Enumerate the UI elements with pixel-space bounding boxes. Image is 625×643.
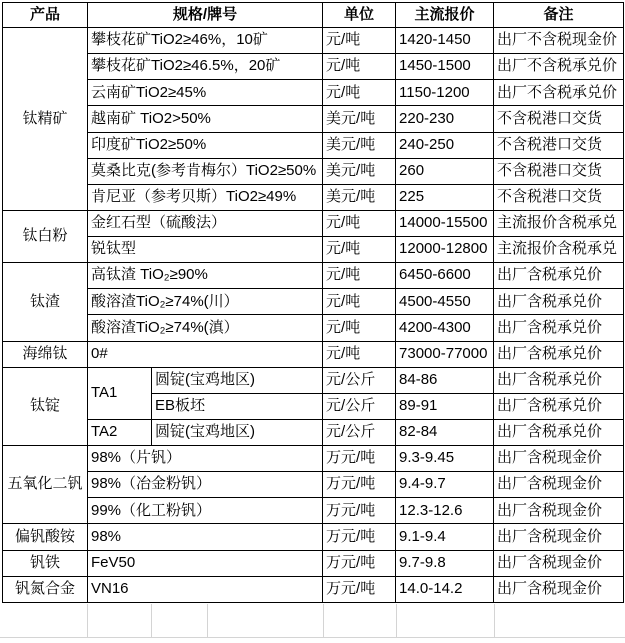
unit-cell: 元/吨 bbox=[323, 341, 396, 367]
price-cell: 12.3-12.6 bbox=[396, 498, 494, 524]
price-cell: 1420-1450 bbox=[396, 28, 494, 54]
unit-cell: 元/吨 bbox=[323, 315, 396, 341]
spec-cell: 99%（化工粉钒） bbox=[88, 498, 323, 524]
note-cell: 出厂含税现金价 bbox=[494, 472, 624, 498]
table-row bbox=[3, 576, 624, 602]
unit-cell: 元/吨 bbox=[323, 237, 396, 263]
note-cell: 出厂含税现金价 bbox=[494, 576, 624, 602]
table-row bbox=[3, 54, 624, 80]
col-header-product: 产品 bbox=[3, 3, 88, 28]
price-cell: 89-91 bbox=[396, 393, 494, 419]
product-cell: 偏钒酸铵 bbox=[3, 524, 88, 550]
note-cell: 不含税港口交货 bbox=[494, 132, 624, 158]
spec-cell: VN16 bbox=[88, 576, 323, 602]
note-cell: 出厂不含税现金价 bbox=[494, 28, 624, 54]
table-row bbox=[3, 446, 624, 472]
unit-cell: 元/吨 bbox=[323, 263, 396, 289]
table-row bbox=[3, 289, 624, 315]
price-cell: 9.4-9.7 bbox=[396, 472, 494, 498]
spreadsheet-gridline bbox=[0, 637, 625, 638]
spec-cell: 98% bbox=[88, 524, 323, 550]
product-cell: 钛精矿 bbox=[3, 28, 88, 211]
table-row bbox=[3, 498, 624, 524]
spec-cell: 酸溶渣TiO₂≥74%(滇） bbox=[88, 315, 323, 341]
note-cell: 出厂含税承兑价 bbox=[494, 393, 624, 419]
note-cell: 出厂含税承兑价 bbox=[494, 289, 624, 315]
unit-cell: 万元/吨 bbox=[323, 524, 396, 550]
unit-cell: 美元/吨 bbox=[323, 158, 396, 184]
note-cell: 主流报价含税承兑 bbox=[494, 210, 624, 236]
table-row bbox=[3, 524, 624, 550]
product-cell: 海绵钛 bbox=[3, 341, 88, 367]
note-cell: 不含税港口交货 bbox=[494, 106, 624, 132]
spreadsheet-gridline bbox=[396, 604, 397, 637]
product-cell: 五氧化二钒 bbox=[3, 446, 88, 524]
table-row bbox=[3, 237, 624, 263]
unit-cell: 元/吨 bbox=[323, 210, 396, 236]
unit-cell: 元/吨 bbox=[323, 80, 396, 106]
spec-cell: 攀枝花矿TiO2≥46.5%，20矿 bbox=[88, 54, 323, 80]
unit-cell: 美元/吨 bbox=[323, 184, 396, 210]
unit-cell: 万元/吨 bbox=[323, 576, 396, 602]
price-cell: 1150-1200 bbox=[396, 80, 494, 106]
unit-cell: 万元/吨 bbox=[323, 446, 396, 472]
spec-cell: 0# bbox=[88, 341, 323, 367]
unit-cell: 元/公斤 bbox=[323, 393, 396, 419]
unit-cell: 元/公斤 bbox=[323, 367, 396, 393]
product-cell: 钛锭 bbox=[3, 367, 88, 445]
spec-cell: 98%（片钒） bbox=[88, 446, 323, 472]
spec-cell: 肯尼亚（参考贝斯）TiO2≥49% bbox=[88, 184, 323, 210]
product-cell: 钛渣 bbox=[3, 263, 88, 341]
spec-cell: 酸溶渣TiO₂≥74%(川） bbox=[88, 289, 323, 315]
price-cell: 82-84 bbox=[396, 419, 494, 445]
price-cell: 73000-77000 bbox=[396, 341, 494, 367]
grade-cell: TA2 bbox=[88, 419, 152, 445]
spec-cell: 越南矿 TiO2>50% bbox=[88, 106, 323, 132]
col-header-spec: 规格/牌号 bbox=[88, 3, 323, 28]
unit-cell: 元/公斤 bbox=[323, 419, 396, 445]
price-cell: 240-250 bbox=[396, 132, 494, 158]
form-cell: 圆锭(宝鸡地区) bbox=[152, 367, 323, 393]
unit-cell: 万元/吨 bbox=[323, 550, 396, 576]
unit-cell: 元/吨 bbox=[323, 54, 396, 80]
price-cell: 4200-4300 bbox=[396, 315, 494, 341]
table-row bbox=[3, 367, 624, 393]
spec-cell: 金红石型（硫酸法） bbox=[88, 210, 323, 236]
spec-cell: 锐钛型 bbox=[88, 237, 323, 263]
form-cell: EB板坯 bbox=[152, 393, 323, 419]
price-table bbox=[2, 2, 624, 603]
price-cell: 6450-6600 bbox=[396, 263, 494, 289]
note-cell: 出厂不含税承兑价 bbox=[494, 54, 624, 80]
col-header-note: 备注 bbox=[494, 3, 624, 28]
unit-cell: 美元/吨 bbox=[323, 132, 396, 158]
price-cell: 1450-1500 bbox=[396, 54, 494, 80]
form-cell: 圆锭(宝鸡地区) bbox=[152, 419, 323, 445]
spec-cell: 印度矿TiO2≥50% bbox=[88, 132, 323, 158]
table-row bbox=[3, 315, 624, 341]
empty-spreadsheet-area bbox=[0, 604, 625, 643]
unit-cell: 万元/吨 bbox=[323, 472, 396, 498]
note-cell: 出厂含税承兑价 bbox=[494, 315, 624, 341]
price-cell: 225 bbox=[396, 184, 494, 210]
unit-cell: 万元/吨 bbox=[323, 498, 396, 524]
spec-cell: 攀枝花矿TiO2≥46%，10矿 bbox=[88, 28, 323, 54]
note-cell: 出厂含税承兑价 bbox=[494, 263, 624, 289]
table-row bbox=[3, 472, 624, 498]
table-row bbox=[3, 341, 624, 367]
unit-cell: 元/吨 bbox=[323, 28, 396, 54]
unit-cell: 元/吨 bbox=[323, 289, 396, 315]
note-cell: 主流报价含税承兑 bbox=[494, 237, 624, 263]
col-header-price: 主流报价 bbox=[396, 3, 494, 28]
price-cell: 4500-4550 bbox=[396, 289, 494, 315]
note-cell: 出厂含税现金价 bbox=[494, 550, 624, 576]
price-cell: 9.7-9.8 bbox=[396, 550, 494, 576]
spec-cell: 云南矿TiO2≥45% bbox=[88, 80, 323, 106]
table-row bbox=[3, 158, 624, 184]
col-header-unit: 单位 bbox=[323, 3, 396, 28]
table-row bbox=[3, 184, 624, 210]
table-row bbox=[3, 28, 624, 54]
spec-cell: 莫桑比克(参考肯梅尔）TiO2≥50% bbox=[88, 158, 323, 184]
table-row bbox=[3, 106, 624, 132]
table-row bbox=[3, 419, 624, 445]
header-row bbox=[3, 3, 624, 28]
note-cell: 不含税港口交货 bbox=[494, 184, 624, 210]
spec-cell: 高钛渣 TiO₂≥90% bbox=[88, 263, 323, 289]
price-cell: 9.3-9.45 bbox=[396, 446, 494, 472]
table-row bbox=[3, 80, 624, 106]
note-cell: 出厂含税现金价 bbox=[494, 498, 624, 524]
spreadsheet-gridline bbox=[494, 604, 495, 637]
price-cell: 14000-15500 bbox=[396, 210, 494, 236]
spreadsheet-gridline bbox=[207, 604, 208, 637]
note-cell: 出厂含税现金价 bbox=[494, 446, 624, 472]
spreadsheet-gridline bbox=[87, 604, 88, 637]
price-cell: 260 bbox=[396, 158, 494, 184]
note-cell: 不含税港口交货 bbox=[494, 158, 624, 184]
product-cell: 钒铁 bbox=[3, 550, 88, 576]
spreadsheet-gridline bbox=[151, 604, 152, 637]
note-cell: 出厂含税承兑价 bbox=[494, 367, 624, 393]
grade-cell: TA1 bbox=[88, 367, 152, 419]
table-row bbox=[3, 550, 624, 576]
note-cell: 出厂含税现金价 bbox=[494, 524, 624, 550]
spreadsheet-gridline bbox=[323, 604, 324, 637]
unit-cell: 美元/吨 bbox=[323, 106, 396, 132]
price-cell: 220-230 bbox=[396, 106, 494, 132]
table-row bbox=[3, 132, 624, 158]
product-cell: 钒氮合金 bbox=[3, 576, 88, 602]
product-cell: 钛白粉 bbox=[3, 210, 88, 262]
table-row bbox=[3, 263, 624, 289]
note-cell: 出厂含税承兑价 bbox=[494, 341, 624, 367]
spec-cell: FeV50 bbox=[88, 550, 323, 576]
price-cell: 9.1-9.4 bbox=[396, 524, 494, 550]
spec-cell: 98%（冶金粉钒） bbox=[88, 472, 323, 498]
table-row bbox=[3, 210, 624, 236]
note-cell: 出厂不含税承兑价 bbox=[494, 80, 624, 106]
price-cell: 14.0-14.2 bbox=[396, 576, 494, 602]
price-cell: 12000-12800 bbox=[396, 237, 494, 263]
note-cell: 出厂含税承兑价 bbox=[494, 419, 624, 445]
price-cell: 84-86 bbox=[396, 367, 494, 393]
